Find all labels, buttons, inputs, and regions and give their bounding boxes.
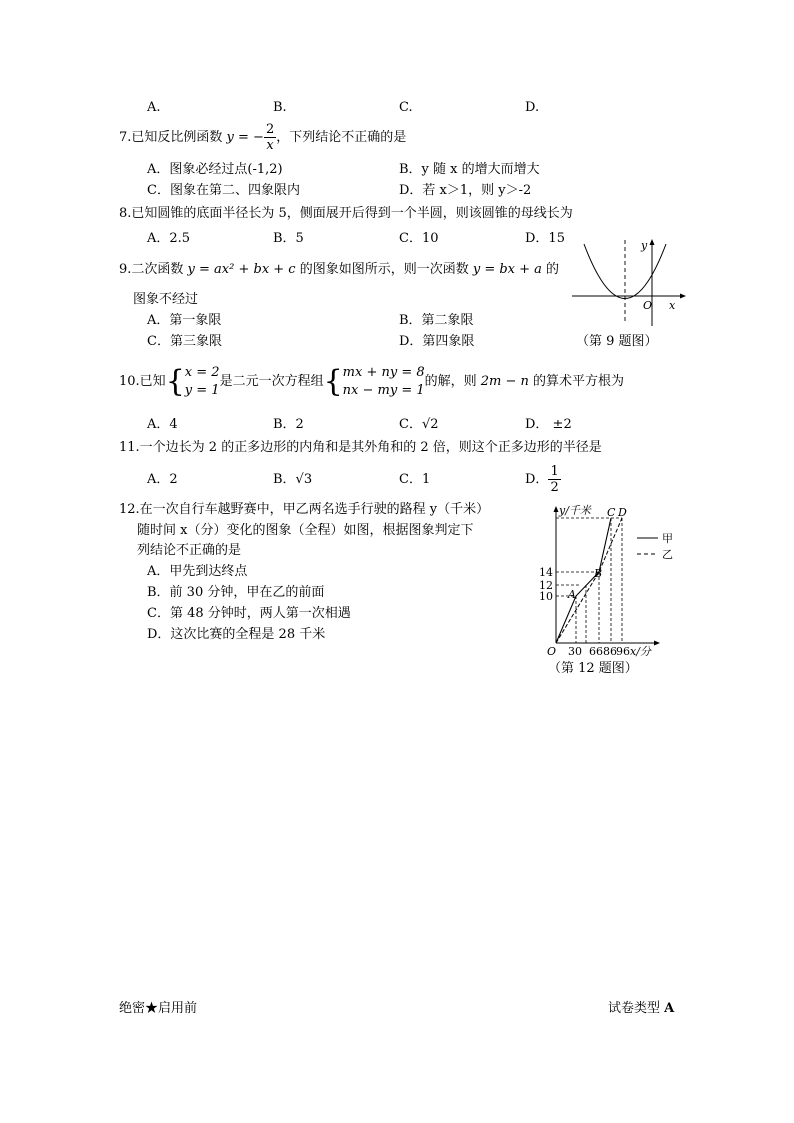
q11-stem: 11.一个边长为 2 的正多边形的内角和是其外角和的 2 倍，则这个正多边形的半径是 [119, 440, 602, 455]
q7-prefix: 7.已知反比例函数 [119, 130, 227, 145]
q7-fraction-den: x [266, 138, 274, 153]
q6-option-d: D. [525, 100, 540, 115]
q9-option-b: B．第二象限 [399, 313, 474, 328]
q11-option-d-den: 2 [550, 480, 559, 495]
q12-x-tick-96: 96 [616, 645, 630, 658]
q12-y-tick-14: 14 [539, 566, 553, 579]
q12-origin: O [547, 645, 557, 658]
q9-figure-caption: （第 9 题图） [576, 334, 658, 349]
q8-option-c: C．10 [399, 231, 439, 246]
q7-stem [119, 122, 406, 153]
q7-fraction-num: 2 [265, 122, 275, 137]
q12-x-label: x/分 [630, 645, 651, 658]
q9-middle: 的图象如图所示，则一次函数 [295, 262, 473, 277]
q11-option-d-num: 1 [550, 464, 559, 479]
q10-suffix-a: 的解，则 [424, 374, 481, 389]
q10-middle: 是二元一次方程组 [219, 374, 324, 389]
q9-func1: y = ax² + bx + c [187, 262, 296, 277]
q12-stem-line2: 随时间 x（分）变化的图象（全程）如图，根据图象判定下 [137, 523, 474, 538]
q7-option-b: B．y 随 x 的增大而增大 [399, 162, 540, 177]
q12-option-c: C．第 48 分钟时，两人第一次相遇 [147, 606, 351, 621]
q9-y-arrow [650, 239, 655, 245]
q10-stem [119, 362, 624, 402]
q10-brace-1: { [165, 363, 185, 399]
q12-series-jia [556, 518, 611, 643]
q10-option-b: B．2 [273, 417, 304, 432]
q12-y-tick-12: 12 [539, 579, 553, 592]
q12-point-c: C [607, 506, 616, 519]
q12-legend-yi: 乙 [662, 548, 673, 561]
q10-option-c: C．√2 [399, 417, 439, 432]
footer-paper-type-letter: A [664, 1001, 675, 1016]
q8-stem: 8.已知圆锥的底面半径长为 5，侧面展开后得到一个半圆，则该圆锥的母线长为 [119, 206, 573, 221]
q12-point-d: D [618, 506, 627, 519]
q10-solution [185, 364, 220, 400]
footer-secret-label: 绝密★启用前 [119, 1001, 198, 1016]
q11-option-d-fraction [548, 464, 560, 495]
q10-eq-1: mx + ny = 8 [342, 364, 425, 380]
q12-x-arrow [654, 641, 660, 646]
q9-origin: O [643, 299, 653, 312]
q12-legend-jia: 甲 [662, 532, 673, 545]
q9-figure [566, 236, 696, 336]
q11-option-b: B．√3 [273, 472, 313, 487]
q9-x-label: x [669, 299, 676, 312]
q6-option-c: C. [399, 100, 413, 115]
q10-brace-2: { [323, 363, 343, 399]
q10-option-a: A．4 [147, 417, 178, 432]
q12-y-tick-10: 10 [539, 590, 553, 603]
q12-x-tick-30: 30 [568, 645, 582, 658]
q10-eq-2: nx − my = 1 [342, 382, 425, 398]
q9-y-label: y [641, 239, 648, 252]
q9-option-d: D．第四象限 [399, 334, 475, 349]
q9-option-c: C．第三象限 [147, 334, 222, 349]
q12-guides [556, 518, 622, 643]
footer-paper-type-text: 试卷类型 [608, 1001, 665, 1016]
q7-option-c: C．图象在第二、四象限内 [147, 183, 300, 198]
q10-system [343, 364, 425, 400]
q9-option-a: A．第一象限 [147, 313, 222, 328]
q7-option-a: A．图象必经过点(-1,2) [147, 162, 283, 177]
q6-option-b: B. [273, 100, 287, 115]
q10-suffix-b: 的算术平方根为 [528, 374, 625, 389]
q7-fraction [264, 122, 276, 153]
q12-figure-caption: （第 12 题图） [548, 661, 638, 676]
q10-solution-y: y = 1 [184, 382, 220, 398]
q7-suffix: ，下列结论不正确的是 [276, 130, 407, 145]
q9-stem [119, 262, 559, 278]
q12-option-a: A．甲先到达终点 [147, 564, 248, 579]
q7-option-d: D．若 x＞1，则 y＞-2 [399, 183, 532, 198]
q11-option-d-prefix: D． [525, 472, 549, 487]
q12-x-tick-86: 86 [603, 645, 617, 658]
q11-option-a: A．2 [147, 472, 178, 487]
q11-option-d [525, 460, 561, 500]
q12-option-b: B．前 30 分钟，甲在乙的前面 [147, 585, 325, 600]
footer-paper-type [608, 1001, 674, 1017]
q12-option-d: D．这次比赛的全程是 28 千米 [147, 627, 326, 642]
q7-func-lhs: y = − [226, 130, 264, 145]
q10-expr: 2m − n [480, 374, 529, 389]
q9-suffix: 的 [541, 262, 560, 277]
q9-x-arrow [680, 294, 686, 299]
q10-option-d: D． ±2 [525, 417, 572, 432]
q10-prefix: 10.已知 [119, 374, 166, 389]
q8-option-d: D．15 [525, 231, 565, 246]
q12-y-label: y/千米 [559, 504, 591, 517]
q11-option-c: C．1 [399, 472, 431, 487]
q12-stem-line1: 12.在一次自行车越野赛中，甲乙两名选手行驶的路程 y（千米） [119, 502, 490, 517]
q9-func2: y = bx + a [472, 262, 542, 277]
q9-prefix: 9.二次函数 [119, 262, 188, 277]
q12-stem-line3: 列结论不正确的是 [137, 543, 242, 558]
q12-point-b: B [594, 567, 603, 580]
q12-figure [534, 500, 694, 660]
q12-x-tick-66: 66 [589, 645, 603, 658]
q10-solution-x: x = 2 [184, 364, 220, 380]
q6-option-a: A. [147, 100, 161, 115]
q9-stem-line2: 图象不经过 [133, 292, 199, 307]
q12-series-yi [556, 518, 622, 643]
q8-option-b: B．5 [273, 231, 304, 246]
q8-option-a: A．2.5 [147, 231, 191, 246]
q12-y-arrow [554, 506, 559, 512]
q12-point-a: A [568, 588, 576, 601]
